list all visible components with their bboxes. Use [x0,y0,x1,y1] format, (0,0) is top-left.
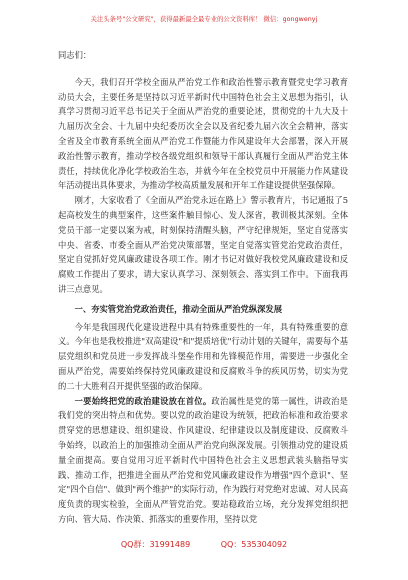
paragraph-summary: 刚才，大家收看了《全面从严治党永远在路上》警示教育片，书记通报了5起高校发生的典型案件，这些案件触目惊心、发人深省，教训极其深刻。全体党员干部一定要以案为戒，时刻保持清醒头脑，严守纪律规矩，坚定自觉落实中央、省委、市委全面从严治党决策部署，坚定自觉落实管党治党政治责任，坚定自觉抓好党风廉政建设各项工作。刚才书记对做好我校党风廉政建设和反腐败工作提出了要求，请大家认真学习、深刻领会、落实到工作中。下面我再讲三点意见。 [58,195,348,294]
greeting: 同志们： [58,50,92,60]
point-body: 政治属性是党的第一属性，讲政治是我们党的突出特点和优势。要以党的政治建设为统领，把政治标准和政治要求贯穿党的思想建设、组织建设、作风建设、纪律建设以及制度建设、反腐败斗争始终，以政治上的加强推动全面从严治党向纵深发展。引领推动党的建设质量全面提高。要自觉用习近平新时代中国特色社会主义思想武装头脑指导实践、推动工作，把推进全面从严治党和党风廉政建设作为增强"四个意识"、坚定"四个自信"、做到"两个维护"的实际行动，作为践行对党绝对忠诚、对人民高度负责的现实检验，全面从严管党治党。要站稳政治立场，充分发挥党组织把方向、管大局、作决策、抓落实的重要作用，坚持以党 [58,395,348,524]
footer-qq: QQ：535304092 [220,540,288,549]
footer-contacts [0,539,408,550]
document-body [58,48,348,527]
paragraph-opening: 今天，我们召开学校全面从严治党工作和政治性警示教育暨党史学习教育动员大会，主要任务是坚持以习近平新时代中国特色社会主义思想为指引，认真学习贯彻习近平总书记关于全面从严治党的重要论述，贯彻党的十九大及十九届历次全会、十九届中央纪委历次全会以及省纪委九届六次全会精神，落实全省及全市教育系统全面从严治党工作暨能力作风建设年大会部署，深入开展政治性警示教育，推动学校各级党组织和领导干部认真履行全面从严治党主体责任，持续优化净化学校政治生态，并就今年在全校党员中开展能力作风建设年活动提出具体要求，为推动学校高质量发展和开年工作建设提供坚强保障。 [58,76,348,191]
section-heading: 一、夯实管党治党政治责任，推动全面从严治党纵深发展 [74,303,283,314]
section-intro: 今年是我国现代化建设进程中具有特殊重要性的一年，具有特殊重要的意义。今年也是我校推进"双高建设"和"提质培优"行动计划的关键年，需要每个基层党组织和党员进一步发挥战斗堡垒作用和先锋模范作用，需要进一步强化全面从严治党，需要始终保持党风廉政建设和反腐败斗争的疾风厉势，切实为党的二十大胜利召开提供坚强的政治保障。 [58,321,348,391]
point-lead: 一要始终把党的政治建设放在首位。 [74,395,212,406]
footer-qq-group: QQ群：31991489 [120,540,191,549]
point-paragraph [58,394,348,527]
header-banner: 关注头条号"公文研究"，获得最新最全最专业的公文资料库！ 微信：gongwenyj [90,16,318,23]
